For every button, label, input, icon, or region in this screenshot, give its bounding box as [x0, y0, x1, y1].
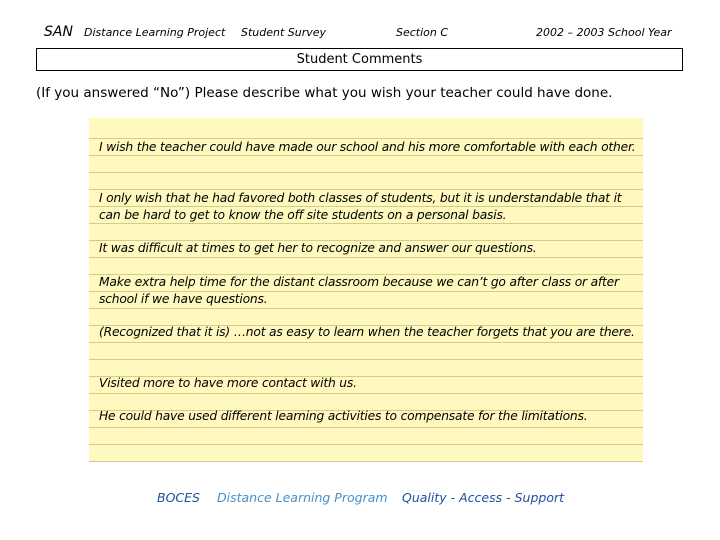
comment-item: I wish the teacher could have made our school and his more comfortable with each other.: [99, 140, 636, 154]
comment-item: He could have used different learning activities to compensate for the limitations.: [99, 409, 588, 423]
org-name: SAN: [44, 24, 73, 40]
comment-item: Visited more to have more contact with us.: [99, 376, 357, 390]
footer-tagline: Quality - Access - Support: [402, 490, 565, 505]
comment-item: (Recognized that it is) …not as easy to learn when the teacher forgets that you are there.: [99, 325, 635, 339]
page-title: Student Comments: [36, 48, 683, 71]
comment-item: I only wish that he had favored both classes of students, but it is understandable that it can be hard to get to know the off site students on a personal basis.: [99, 191, 622, 222]
comment-item: Make extra help time for the distant classroom because we can’t go after class or after school if we have questions.: [99, 275, 619, 306]
comment-item: It was difficult at times to get her to recognize and answer our questions.: [99, 241, 537, 255]
project-name: Distance Learning Project: [84, 26, 226, 39]
school-year: 2002 – 2003 School Year: [536, 26, 672, 39]
survey-question: (If you answered “No”) Please describe what you wish your teacher could have done.: [36, 85, 613, 101]
section-label: Section C: [396, 26, 449, 39]
footer-program: Distance Learning Program: [217, 490, 388, 505]
page-header: [0, 26, 720, 42]
footer-boces: BOCES: [157, 490, 200, 505]
survey-name: Student Survey: [241, 26, 327, 39]
